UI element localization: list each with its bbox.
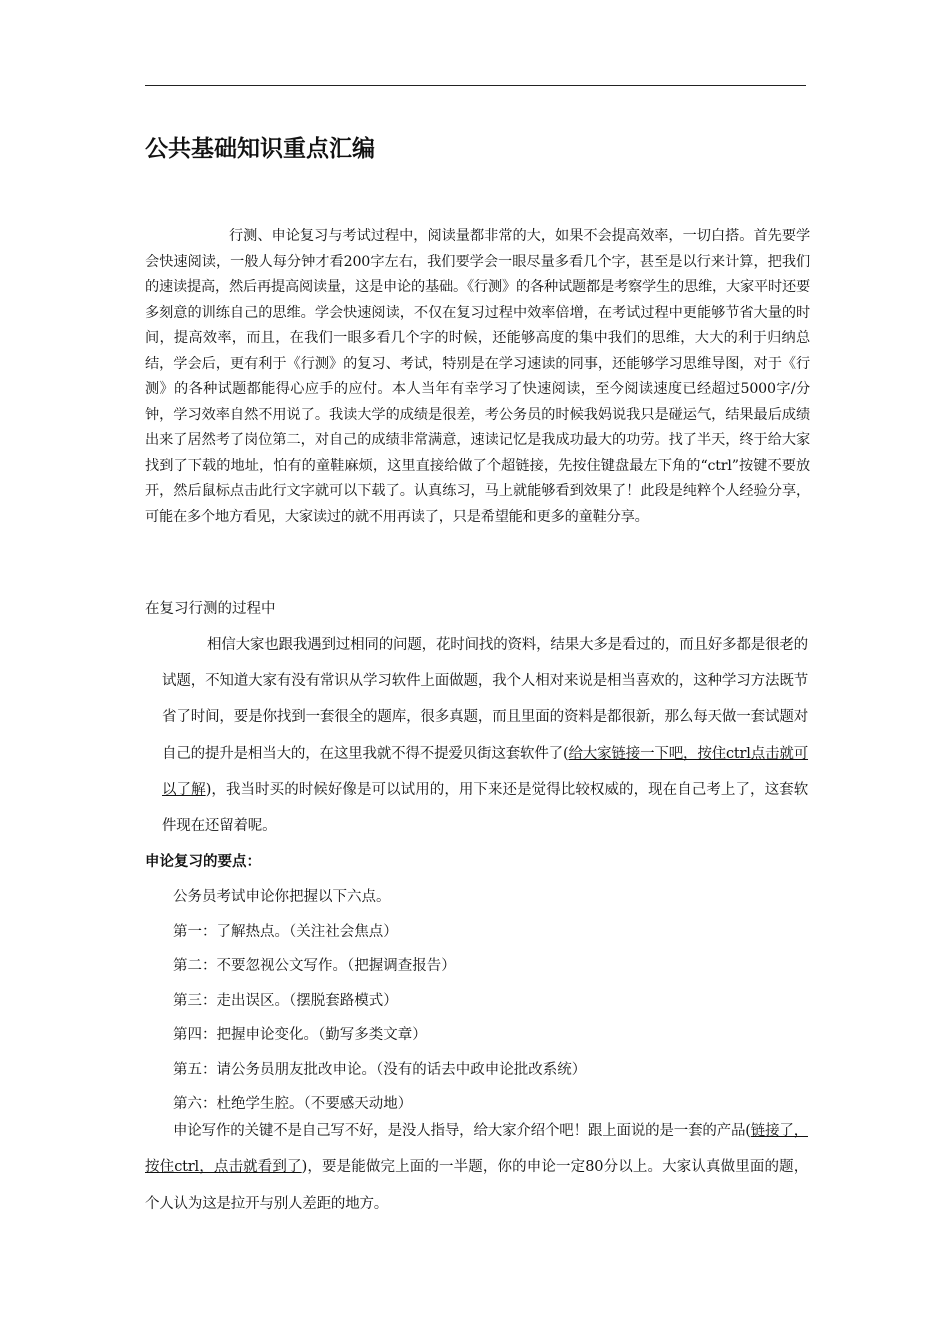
closing-text-after: )，要是能做完上面的一半题，你的申论一定80分以上。大家认真做里面的题，个人认为这是拉开与别人差距的地方。	[145, 1159, 808, 1212]
list-item: 第六：杜绝学生腔。（不要感天动地）	[173, 1096, 413, 1112]
list-item: 第五：请公务员朋友批改申论。（没有的话去中政申论批改系统）	[173, 1061, 587, 1078]
list-item: 第三：走出误区。（摆脱套路模式）	[173, 992, 398, 1009]
list-item: 公务员考试申论你把握以下六点。	[173, 889, 391, 905]
list-item: 第四：把握申论变化。（勤写多类文章）	[173, 1027, 427, 1043]
review-text-after: )，我当时买的时候好像是可以试用的，用下来还是觉得比较权威的，现在自己考上了，这套软件现在还留着呢。	[162, 781, 808, 835]
document-title: 公共基础知识重点汇编	[145, 136, 375, 162]
review-paragraph	[162, 627, 808, 844]
header-rule	[145, 85, 806, 86]
closing-paragraph	[145, 1113, 808, 1222]
list-item: 第二：不要忽视公文写作。（把握调查报告）	[173, 958, 456, 974]
list-item: 第一：了解热点。（关注社会焦点）	[173, 923, 398, 940]
review-text-before: 相信大家也跟我遇到过相同的问题，花时间找的资料，结果大多是看过的，而且好多都是很老的试题，不知道大家有没有常识从学习软件上面做题，我个人相对来说是相当喜欢的，这种学习方法既节省了时间，要是你找到一套很全的题库，很多真题，而且里面的资料是都很新，那么每天做一套试题对自己的提升是相当大的，在这里我就不得不提爱贝街这套软件了(	[162, 637, 808, 762]
software-link[interactable]: 给大家链接一下吧，按住ctrl点击就可以了解	[162, 745, 809, 798]
shenlun-heading: 申论复习的要点：	[145, 854, 261, 870]
product-link[interactable]: 链接了，按住ctrl，点击就看到了	[145, 1123, 808, 1176]
intro-paragraph: 行测、申论复习与考试过程中，阅读量都非常的大，如果不会提高效率，一切白搭。首先要学会快速阅读，一般人每分钟才看200字左右，我们要学会一眼尽量多看几个字，甚至是以行来计算，把我们的速读提高，然后再提高阅读量，这是申论的基础。《行测》的各种试题都是考察学生的思维，大家平时还要多刻意的训练自己的思维。学会快速阅读，不仅在复习过程中效率倍增，在考试过程中更能够节省大量的时间，提高效率，而且，在我们一眼多看几个字的时候，还能够高度的集中我们的思维，大大的利于归纳总结，学会后，更有利于《行测》的复习、考试，特别是在学习速读的同事，还能够学习思维导图，对于《行测》的各种试题都能得心应手的应付。本人当年有幸学习了快速阅读，至今阅读速度已经超过5000字/分钟，学习效率自然不用说了。我读大学的成绩是很差，考公务员的时候我妈说我只是碰运气，结果最后成绩出来了居然考了岗位第二，对自己的成绩非常满意，速读记忆是我成功最大的功劳。找了半天，终于给大家找到了下载的地址，怕有的童鞋麻烦，这里直接给做了个超链接，先按住键盘最左下角的“ctrl”按键不要放开，然后鼠标点击此行文字就可以下载了。认真练习，马上就能够看到效果了！此段是纯粹个人经验分享，可能在多个地方看见，大家读过的就不用再读了，只是希望能和更多的童鞋分享。	[145, 228, 810, 525]
review-heading: 在复习行测的过程中	[145, 601, 276, 617]
closing-text-before: 申论写作的关键不是自己写不好，是没人指导，给大家介绍个吧！跟上面说的是一套的产品(	[173, 1123, 751, 1139]
shenlun-points-list	[173, 880, 586, 1122]
